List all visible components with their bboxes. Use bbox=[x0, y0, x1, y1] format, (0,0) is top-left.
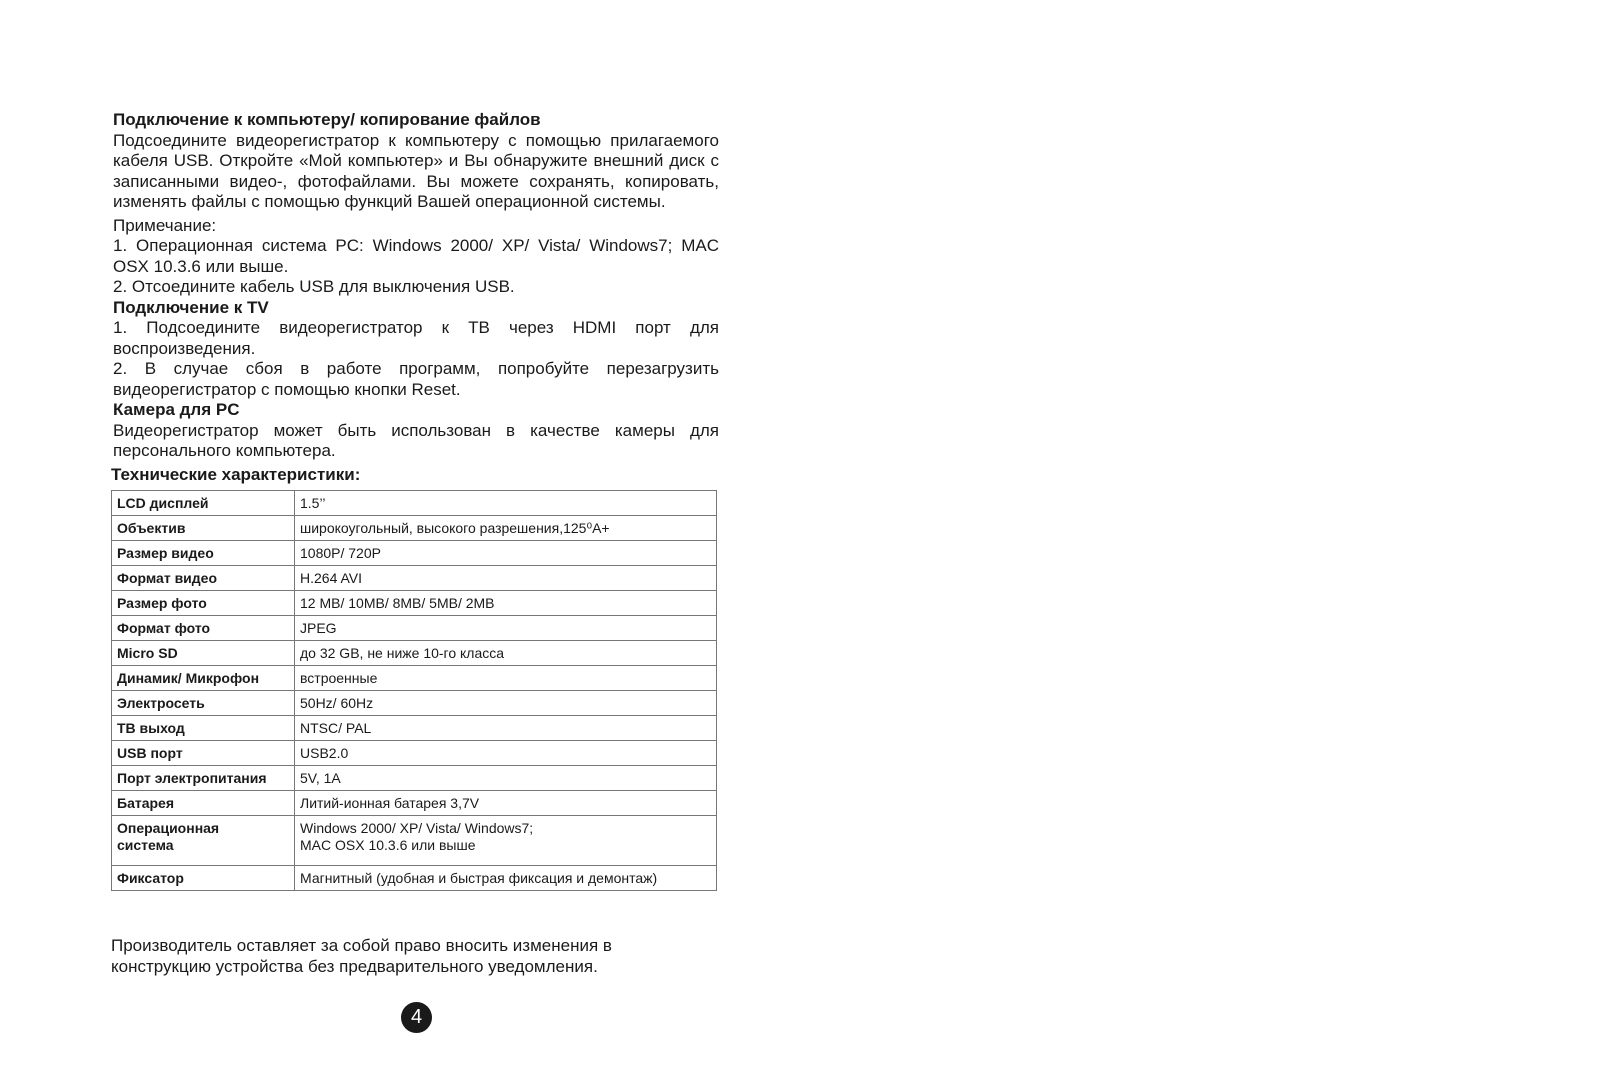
disclaimer-line-1: Производитель оставляет за собой право вносить изменения в bbox=[111, 936, 612, 955]
pc-camera-heading: Камера для PC bbox=[113, 400, 240, 419]
tv-connect-item-2: 2. В случае сбоя в работе программ, попробуйте перезагрузить видеорегистратор с помощью кнопки Reset. bbox=[113, 359, 719, 399]
table-row bbox=[112, 615, 717, 640]
pc-camera-body: Видеорегистратор может быть использован в качестве камеры для персонального компьютера. bbox=[113, 420, 719, 460]
disclaimer bbox=[111, 936, 711, 977]
table-row bbox=[112, 540, 717, 565]
spec-value: 1080P/ 720P bbox=[295, 540, 717, 565]
spec-value: Windows 2000/ XP/ Vista/ Windows7; MAC OSX 10.3.6 или выше bbox=[295, 815, 717, 865]
spec-value: USB2.0 bbox=[295, 740, 717, 765]
spec-value: JPEG bbox=[295, 615, 717, 640]
spec-label: LCD дисплей bbox=[112, 490, 295, 515]
pc-connect-heading: Подключение к компьютеру/ копирование файлов bbox=[113, 110, 541, 129]
spec-label: Объектив bbox=[112, 515, 295, 540]
spec-label: Размер фото bbox=[112, 590, 295, 615]
spec-value: Магнитный (удобная и быстрая фиксация и демонтаж) bbox=[295, 865, 717, 890]
spec-label: Батарея bbox=[112, 790, 295, 815]
table-row bbox=[112, 815, 717, 865]
tv-connect-heading: Подключение к TV bbox=[113, 297, 269, 317]
note-item-1: 1. Операционная система PC: Windows 2000/ XP/ Vista/ Windows7; MAC OSX 10.3.6 или выше. bbox=[113, 236, 719, 276]
specs-title: Технические характеристики: bbox=[111, 464, 361, 484]
page-number: 4 bbox=[401, 1002, 432, 1033]
spec-label: Электросеть bbox=[112, 690, 295, 715]
table-row bbox=[112, 790, 717, 815]
spec-label: Порт электропитания bbox=[112, 765, 295, 790]
table-row bbox=[112, 490, 717, 515]
manual-page-content bbox=[113, 110, 719, 891]
spec-label: ТВ выход bbox=[112, 715, 295, 740]
table-row bbox=[112, 865, 717, 890]
table-row bbox=[112, 765, 717, 790]
note-item-2: 2. Отсоедините кабель USB для выключения USB. bbox=[113, 277, 515, 296]
table-row bbox=[112, 665, 717, 690]
spec-label: Формат фото bbox=[112, 615, 295, 640]
table-row bbox=[112, 565, 717, 590]
spec-label: Динамик/ Микрофон bbox=[112, 665, 295, 690]
spec-label: Формат видео bbox=[112, 565, 295, 590]
table-row bbox=[112, 715, 717, 740]
spec-value: Литий-ионная батарея 3,7V bbox=[295, 790, 717, 815]
spec-label: Фиксатор bbox=[112, 865, 295, 890]
table-row bbox=[112, 640, 717, 665]
spec-label: Micro SD bbox=[112, 640, 295, 665]
spec-value: H.264 AVI bbox=[295, 565, 717, 590]
spec-value: 5V, 1A bbox=[295, 765, 717, 790]
spec-value: до 32 GB, не ниже 10-го класса bbox=[295, 640, 717, 665]
spec-value: широкоугольный, высокого разрешения,125⁰A+ bbox=[295, 515, 717, 540]
note-label: Примечание: bbox=[113, 215, 217, 235]
spec-value: 1.5’’ bbox=[295, 490, 717, 515]
spec-label: USB порт bbox=[112, 740, 295, 765]
table-row bbox=[112, 590, 717, 615]
spec-label: Операционная система bbox=[112, 815, 295, 865]
table-row bbox=[112, 740, 717, 765]
spec-value: встроенные bbox=[295, 665, 717, 690]
disclaimer-line-2: конструкцию устройства без предварительного уведомления. bbox=[111, 956, 598, 976]
specs-table bbox=[111, 490, 717, 891]
table-row bbox=[112, 515, 717, 540]
specs-table-body bbox=[112, 490, 717, 890]
spec-value: 12 MB/ 10MB/ 8MB/ 5MB/ 2MB bbox=[295, 590, 717, 615]
spec-value: NTSC/ PAL bbox=[295, 715, 717, 740]
spec-value: 50Hz/ 60Hz bbox=[295, 690, 717, 715]
tv-connect-item-1: 1. Подсоедините видеорегистратор к ТВ через HDMI порт для воспроизведения. bbox=[113, 318, 719, 358]
spec-label: Размер видео bbox=[112, 540, 295, 565]
table-row bbox=[112, 690, 717, 715]
pc-connect-body: Подсоедините видеорегистратор к компьютеру с помощью прилагаемого кабеля USB. Откройте «Мой компьютер» и Вы обнаружите внешний диск с записанными видео-, фотофайлами. Вы можете сохранять, копировать, изменять файлы с помощью функций Вашей операционной системы. bbox=[113, 130, 719, 211]
